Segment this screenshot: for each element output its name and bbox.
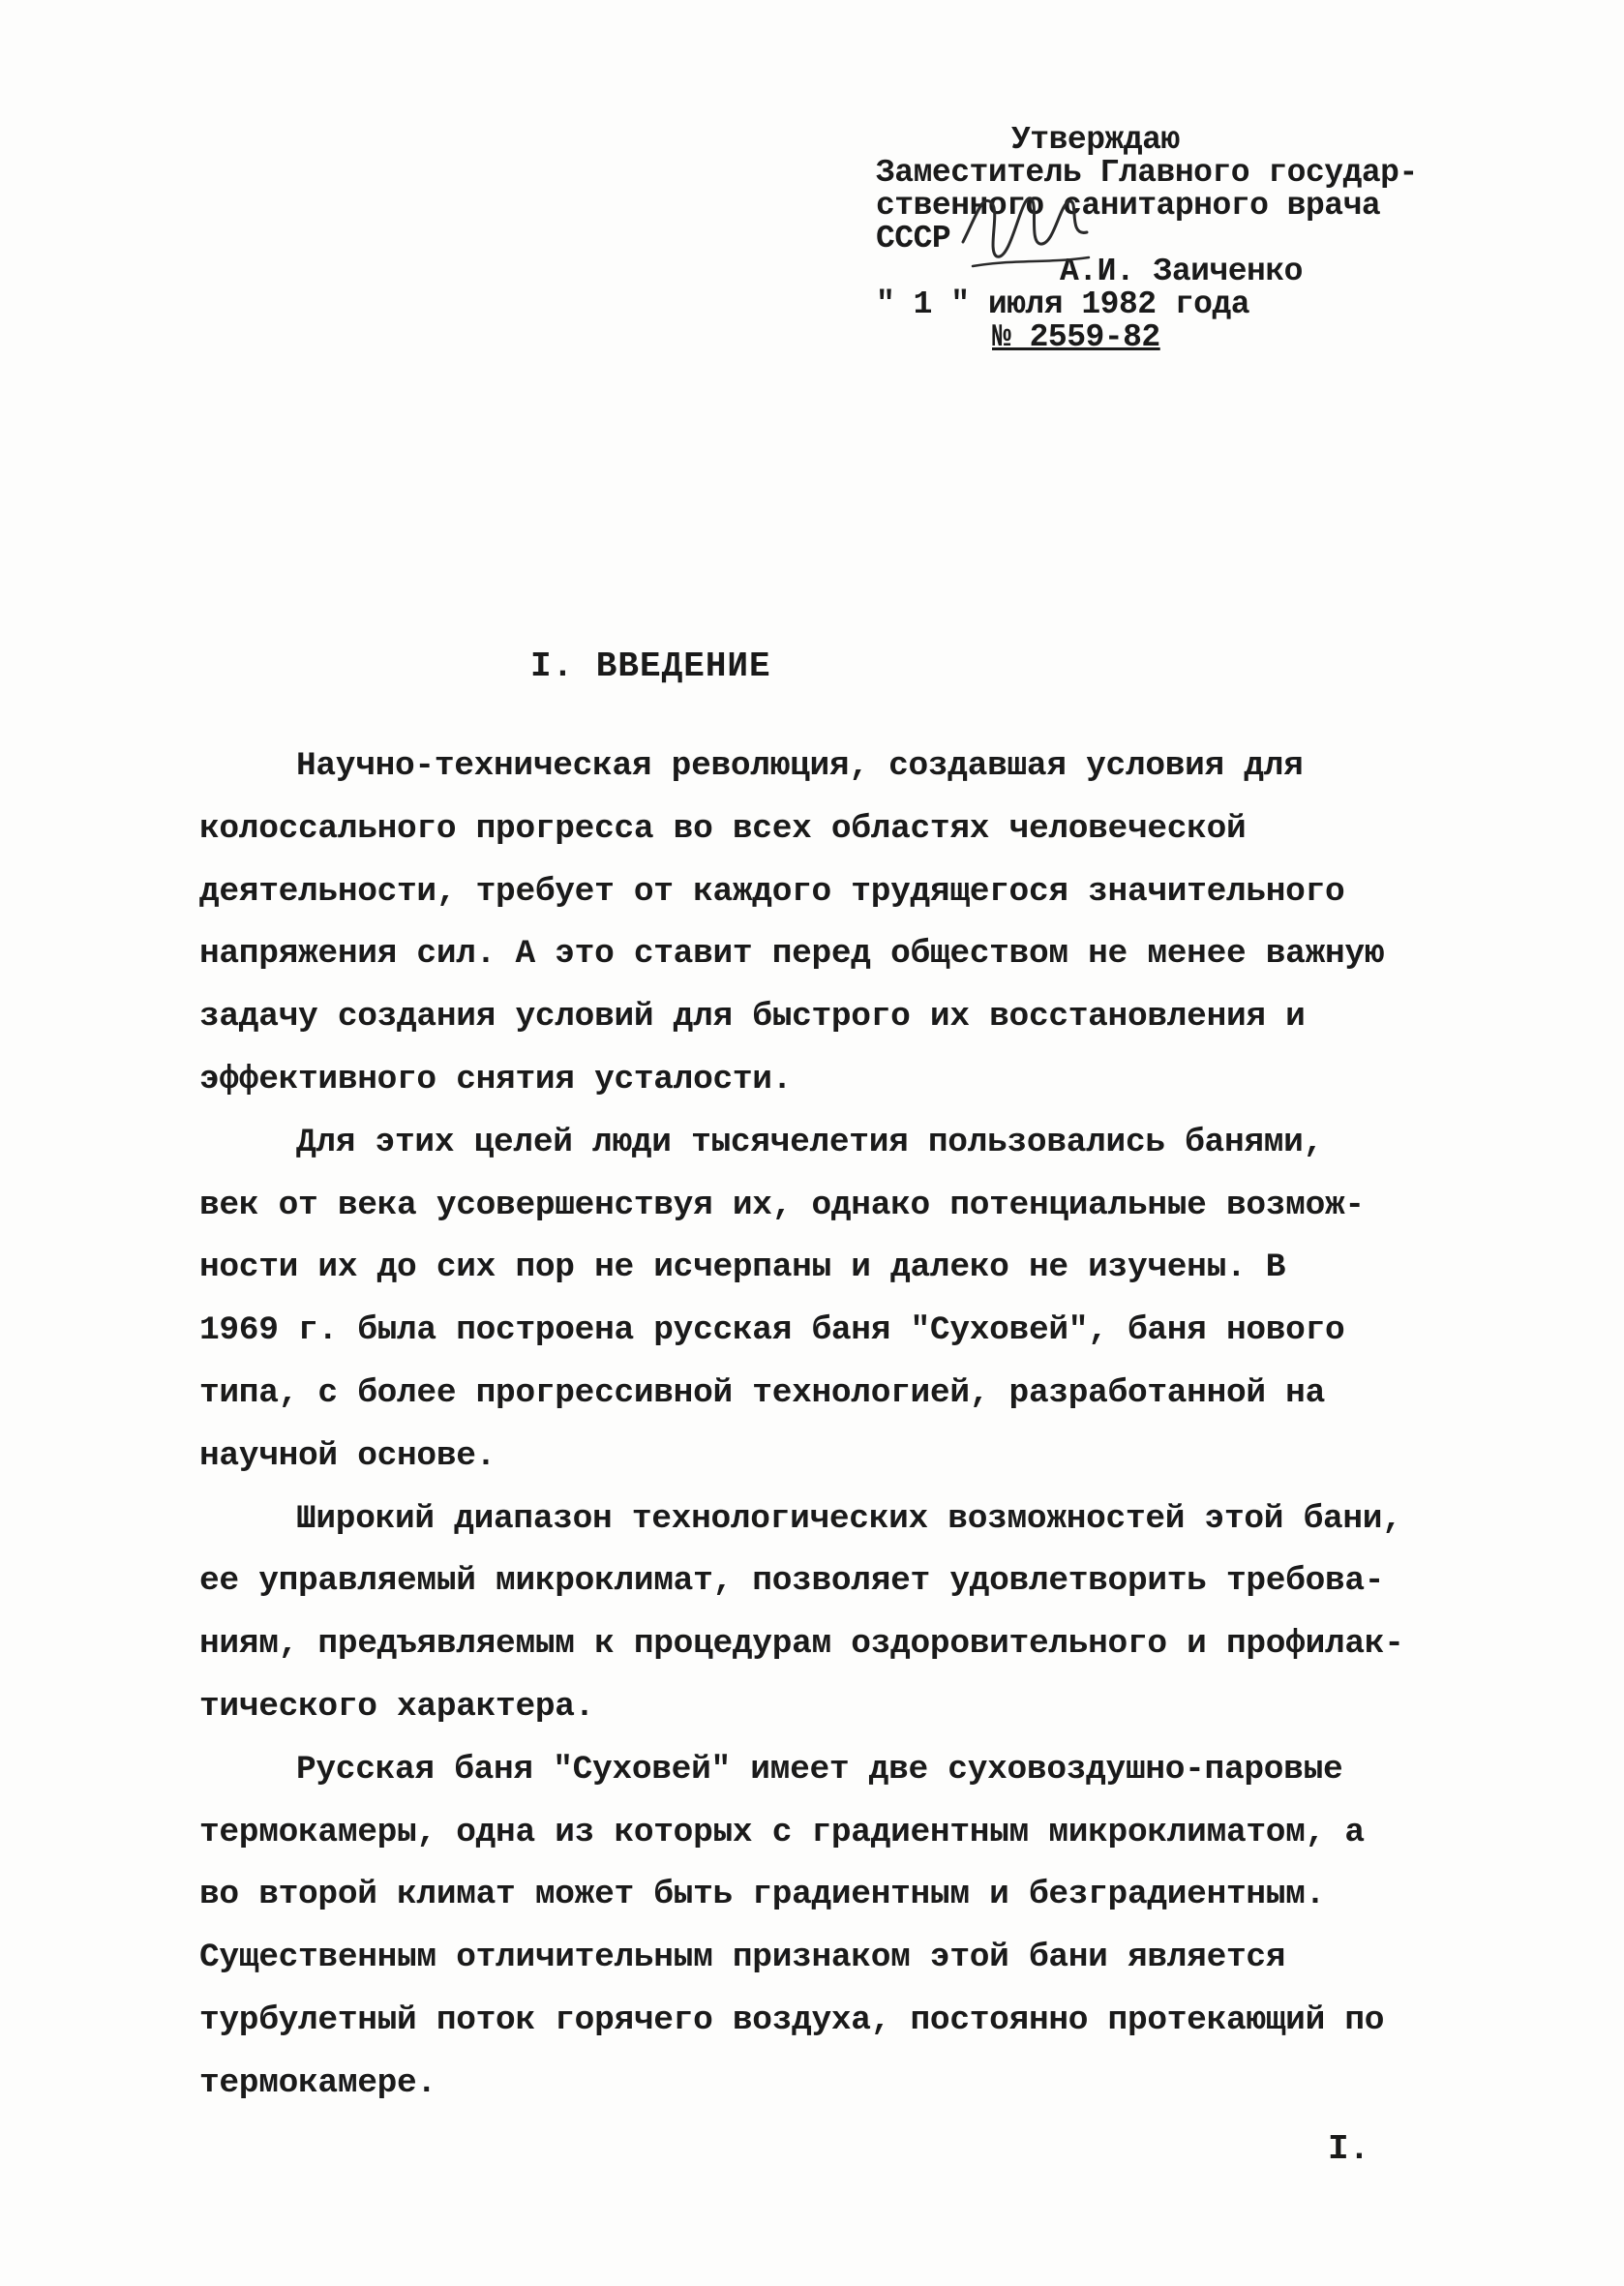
body-text [199,736,1409,2116]
body-line: эффективного снятия усталости. [199,1060,793,1098]
approval-position-line-1: Заместитель Главного государ- [876,155,1418,191]
body-line: задачу создания условий для быстрого их восстановления и [199,998,1306,1037]
approval-date: " 1 " июля 1982 года [876,286,1250,322]
body-line: напряжения сил. А это ставит перед обществом не менее важную [199,935,1385,974]
body-line: во второй климат может быть градиентным и безградиентным. [199,1876,1325,1914]
page-number: I. [1328,2129,1370,2169]
body-line: колоссального прогресса во всех областях человеческой [199,809,1247,848]
body-line: термокамере. [199,2063,436,2102]
body-line: термокамеры, одна из которых с градиентным микроклиматом, а [199,1813,1365,1851]
approval-position-line-2: ственного санитарного врача [876,188,1381,224]
section-heading: I. ВВЕДЕНИЕ [530,647,771,686]
approval-title: Утверждаю [1011,122,1180,158]
body-line: Широкий диапазон технологических возможностей этой бани, [296,1499,1402,1538]
body-line: научной основе. [199,1436,496,1475]
body-line: ниям, предъявляемым к процедурам оздоровительного и профилак- [199,1625,1404,1664]
body-line: век от века усовершенствуя их, однако потенциальные возмож- [199,1186,1365,1224]
body-line: ее управляемый микроклимат, позволяет удовлетворить требова- [199,1562,1385,1601]
handwritten-signature [953,174,1098,290]
body-line: тического характера. [199,1687,595,1726]
approval-signatory-name: А.И. Заиченко [1060,254,1303,289]
body-line: Русская баня "Суховей" имеет две суховоздушно-паровые [296,1750,1343,1789]
body-line: типа, с более прогрессивной технологией, разработанной на [199,1373,1325,1412]
body-line: Для этих целей люди тысячелетия пользовались банями, [296,1123,1323,1161]
body-line: деятельности, требует от каждого трудящегося значительного [199,872,1345,911]
body-line: 1969 г. была построена русская баня "Суховей", баня нового [199,1311,1345,1350]
body-line: турбулетный поток горячего воздуха, постоянно протекающий по [199,2000,1385,2039]
body-line: Существенным отличительным признаком этой бани является [199,1939,1286,1977]
approval-position-line-3: СССР [876,221,951,256]
body-line: Научно-техническая революция, создавшая условия для [296,747,1304,785]
approval-block [876,124,1476,354]
body-line: ности их до сих пор не исчерпаны и далеко не изучены. В [199,1248,1286,1287]
approval-number: № 2559-82 [992,319,1160,355]
